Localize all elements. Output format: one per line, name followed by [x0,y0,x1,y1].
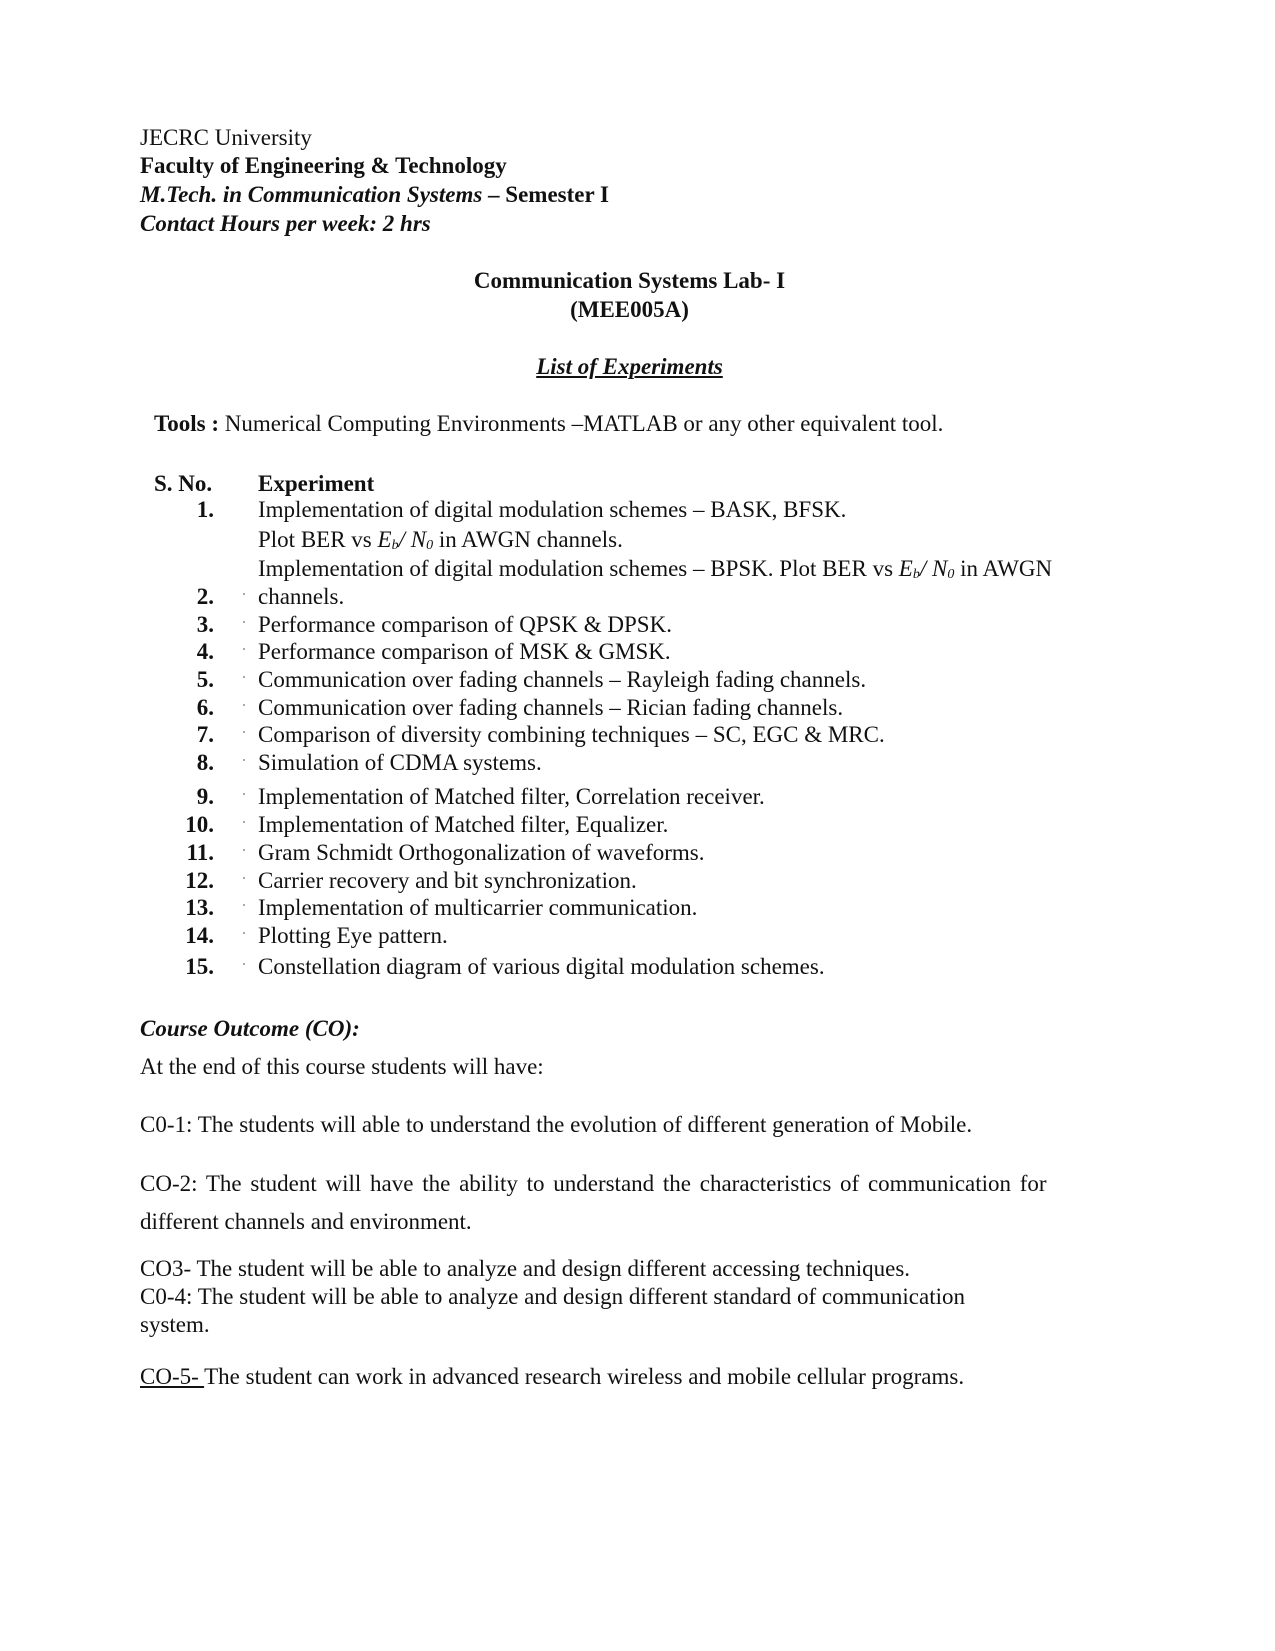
marker-dot [243,704,245,706]
marker-dot [243,793,245,795]
experiment-text: Gram Schmidt Orthogonalization of waveforms. [258,840,705,865]
tools-label: Tools : [154,411,219,436]
text-fragment: in AWGN [954,556,1053,581]
experiment-text: Performance comparison of MSK & GMSK. [258,639,671,664]
outcome-co4-line2: system. [140,1312,210,1337]
experiment-text: Implementation of digital modulation schemes – BASK, BFSK. [258,497,847,522]
experiment-text: Comparison of diversity combining techniques – SC, EGC & MRC. [258,722,885,747]
outcome-co5 [140,1363,964,1391]
experiment-row-12 [0,867,1275,895]
tools-text: Numerical Computing Environments –MATLAB or any other equivalent tool. [218,411,944,436]
university-name: JECRC University [140,125,312,150]
experiment-number: 7. [196,722,214,747]
experiment-text: Implementation of multicarrier communication. [258,895,698,920]
column-header-sno: S. No. [154,471,213,496]
n0-subscript: 0 [426,538,434,553]
eb-symbol: E [377,527,392,552]
experiment-text: Constellation diagram of various digital modulation schemes. [258,954,825,979]
experiment-text: Implementation of Matched filter, Equalizer. [258,812,669,837]
n0-symbol: N [931,556,948,581]
marker-dot [243,904,245,906]
marker-dot [243,621,245,623]
marker-dot [243,963,245,965]
marker-dot [243,877,245,879]
experiment-text: Plotting Eye pattern. [258,923,448,948]
eb-subscript: b [912,567,920,582]
outcome-co5-label: CO-5- [140,1364,205,1389]
tools-line [154,410,943,438]
marker-dot [243,821,245,823]
experiment-number: 10. [185,812,214,837]
experiment-number: 9. [196,784,214,809]
marker-dot [243,759,245,761]
experiment-text: Implementation of Matched filter, Correlation receiver. [258,784,765,809]
experiment-row-9 [0,783,1275,811]
section-title: List of Experiments [536,354,723,379]
eb-subscript: b [391,538,399,553]
experiment-row-8 [0,749,1275,777]
experiment-number: 12. [185,868,214,893]
outcome-intro: At the end of this course students will have: [140,1054,544,1079]
contact-hours: Contact Hours per week: 2 hrs [140,211,431,236]
text-fragment: Plot BER vs [258,527,378,552]
experiment-number: 13. [185,895,214,920]
experiment-row-11 [0,839,1275,867]
experiment-number: 11. [186,840,214,865]
experiment-number: 2. [196,584,214,609]
experiment-text: channels. [258,584,345,609]
experiment-text: Communication over fading channels – Rician fading channels. [258,695,844,720]
n0-symbol: N [410,527,427,552]
ratio-slash: / [919,556,932,581]
marker-dot [243,593,245,595]
experiment-row-7 [0,721,1275,749]
n0-subscript: 0 [947,567,955,582]
experiment-row-2-first-line [0,555,1275,583]
marker-dot [243,849,245,851]
experiment-text: Performance comparison of QPSK & DPSK. [258,612,672,637]
outcome-co2-line1: CO-2: The student will have the ability to understand the characteristics of communication for [140,1171,1047,1196]
experiment-number: 3. [196,612,214,637]
experiment-number: 1. [196,497,214,522]
course-code: (MEE005A) [570,297,689,322]
experiment-number: 6. [196,695,214,720]
text-fragment: Implementation of digital modulation schemes – BPSK. Plot BER vs [258,556,899,581]
ratio-slash: / [398,527,411,552]
outcome-co3: CO3- The student will be able to analyze and design different accessing techniques. [140,1256,911,1281]
semester-label: – Semester I [482,182,609,207]
outcome-heading: Course Outcome (CO): [140,1016,360,1041]
experiment-row-6 [0,694,1275,722]
experiment-number: 4. [196,639,214,664]
faculty-name: Faculty of Engineering & Technology [140,153,507,178]
experiment-row-5 [0,666,1275,694]
experiment-text: Communication over fading channels – Rayleigh fading channels. [258,667,867,692]
eb-symbol: E [898,556,913,581]
experiment-number: 15. [185,954,214,979]
marker-dot [243,932,245,934]
experiment-row-1-continued [0,526,1275,554]
experiment-row-2 [0,583,1275,611]
outcome-co4-line1: C0-4: The student will be able to analyze and design different standard of communication [140,1284,966,1309]
outcome-co1: C0-1: The students will able to understand the evolution of different generation of Mobile. [140,1112,973,1137]
experiment-row-10 [0,811,1275,839]
column-header-experiment: Experiment [258,471,375,496]
outcome-co2-line2: different channels and environment. [140,1209,472,1234]
experiment-row-4 [0,638,1275,666]
course-title: Communication Systems Lab- I [473,268,786,293]
experiment-text: Carrier recovery and bit synchronization. [258,868,637,893]
experiment-row-3 [0,611,1275,639]
experiment-row-13 [0,894,1275,922]
experiment-row-14 [0,922,1275,950]
experiment-text: Simulation of CDMA systems. [258,750,542,775]
experiment-row-15 [0,953,1275,981]
text-fragment: in AWGN channels. [433,527,623,552]
experiment-row-1 [0,496,1275,524]
marker-dot [243,731,245,733]
experiment-number: 5. [196,667,214,692]
program-line [140,181,609,209]
experiment-number: 14. [185,923,214,948]
experiment-number: 8. [196,750,214,775]
marker-dot [243,648,245,650]
outcome-co5-text: The student can work in advanced research wireless and mobile cellular programs. [204,1364,965,1389]
program-name: M.Tech. in Communication Systems [140,182,483,207]
marker-dot [243,676,245,678]
